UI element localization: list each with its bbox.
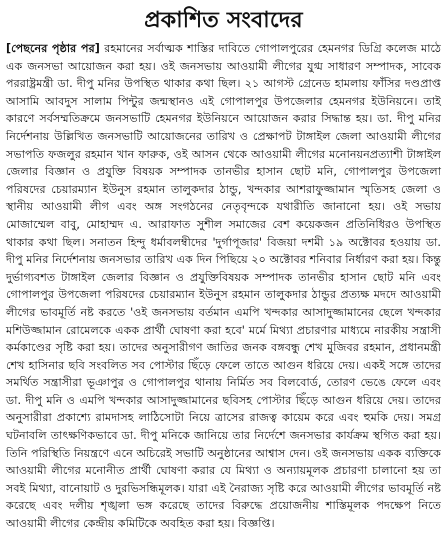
article-body [6,40,441,533]
article-lead: [পেছনের পৃষ্ঠার পর] [6,42,100,55]
headline: প্রকাশিত সংবাদের [144,8,303,33]
article-text: রহমানের সর্বাত্মক শাস্তির দাবিতে গোপালপুরের হেমনগর ডিগ্রি কলেজ মাঠে এক জনসভা আয়োজন করা হয়। ওই জনসভায় আওয়ামী লীগের যুগ্ম সাধারণ সম্পাদক, সাবেক পররাষ্ট্রমন্ত্রী ডা. দীপু মনির উপস্থিত থাকার কথা ছিল। ২১ আগস্ট গ্রেনেড হামলায় ফাঁসির দণ্ডপ্রাপ্ত আসামি আবদুস সালাম পিন্টুর জন্মস্থানও এই গোপালপুর উপজেলার হেমনগর ইউনিয়নে। তাই কারণে সর্বসম্মতিক্রমে জনসভাটি হেমনগর ইউনিয়নে আয়োজন করার সিদ্ধান্ত হয়। ডা. দীপু মনির নির্দেশনায় উল্লিখিত জনসভাটি আয়োজনের তারিখ ও প্রেক্ষাপট টাঙ্গাইল জেলা আওয়ামী লীগের সভাপতি ফজলুর রহমান খান ফারুক, ওই আসন থেকে আওয়ামী লীগের মনোনয়নপ্রত্যাশী টাঙ্গাইল জেলার বিজ্ঞান ও প্রযুক্তি বিষয়ক সম্পাদক তানভীর হাসান ছোট মনি, গোপালপুর উপজেলা পরিষদের চেয়ারম্যান ইউনুস রহমান তালুকদার ঠান্ডু, খন্দকার আশরাফুজ্জামান স্মৃতিসহ জেলা ও স্থানীয় আওয়ামী লীগ এবং অঙ্গ সংগঠনের নেতৃবৃন্দকে যথারীতি জানানো হয়। ওই সভায় মোজাম্মেল বাবু, মোহাম্মদ এ. আরাফাত সুশীল সমাজের বেশ কয়েকজন প্রতিনিধিরও উপস্থিত থাকার কথা ছিল। সনাতন হিন্দু ধর্মাবলম্বীদের 'দুর্গাপূজার' বিজয়া দশমী ১৯ অক্টোবর হওয়ায় ডা. দীপু মনির নির্দেশনায় জনসভার তারিখ এক দিন পিছিয়ে ২০ অক্টোবর শনিবার নির্ধারণ করা হয়। কিন্তু দুর্ভাগ্যবশত টাঙ্গাইল জেলার বিজ্ঞান ও প্রযুক্তিবিষয়ক সম্পাদক তানভীর হাসান ছোট মনি এবং গোপালপুর উপজেলা পরিষদের চেয়ারম্যান ইউনুস রহমান তালুকদার ঠান্ডুর প্রত্যক্ষ মদদে আওয়ামী লীগের ভাবমূর্তি নষ্ট করতে 'ওই জনসভায় বর্তমান এমপি খন্দকার আসাদুজ্জামানের ছেলে খন্দকার মশিউজ্জামান রোমেলকে একক প্রার্থী ঘোষণা করা হবে' মর্মে মিথ্যা প্রচারণার মাধ্যমে নারকীয় সন্ত্রাসী কর্মকাণ্ডের সৃষ্টি করা হয়। তাদের অনুসারীগণ জাতির জনক বঙ্গবন্ধু শেখ মুজিবর রহমান, প্রধানমন্ত্রী শেখ হাসিনার ছবি সংবলিত সব পোস্টার ছিঁড়ে ফেলে তাতে আগুন ধরিয়ে দেয়। একই সঙ্গে তাদের সমর্থিত সন্ত্রাসীরা ভূঞাপুর ও গোপালপুর থানায় নির্মিত সব বিলবোর্ড, তোরণ ভেঙে ফেলে এবং ডা. দীপু মনি ও এমপি খন্দকার আসাদুজ্জামানের ছবিসহ পোস্টার ছিঁড়ে আগুন ধরিয়ে দেয়। তাদের অনুসারীরা প্রকাশ্যে রামদাসহ লাঠিসোটা নিয়ে ত্রাসের রাজত্ব কায়েম করে এবং হুমকি দেয়। সমগ্র ঘটনাবলি তাৎক্ষণিকভাবে ডা. দীপু মনিকে জানিয়ে তার নির্দেশে জনসভার কার্যক্রম স্থগিত করা হয়। তিনি পরিস্থিতি নিয়ন্ত্রণে এনে অচিরেই সভাটি অনুষ্ঠানের আশ্বাস দেন। ওই জনসভায় একক ব্যক্তিকে আওয়ামী লীগের মনোনীত প্রার্থী ঘোষণা করার যে মিথ্যা ও অন্যায়মূলক প্রচারণা চালানো হয় তা সবই মিথ্যা, বানোয়াট ও দুরভিসন্ধিমূলক। যারা এই নৈরাজ্য সৃষ্টি করে আওয়ামী লীগের ভাবমূর্তি নষ্ট করেছে এবং দলীয় শৃঙ্খলা ভঙ্গ করেছে তাদের বিরুদ্ধে প্রয়োজনীয় শাস্তিমূলক পদক্ষেপ নিতে আওয়ামী লীগের কেন্দ্রীয় কমিটিকে অবহিত করা হয়। বিজ্ঞপ্তি। [6,42,441,531]
